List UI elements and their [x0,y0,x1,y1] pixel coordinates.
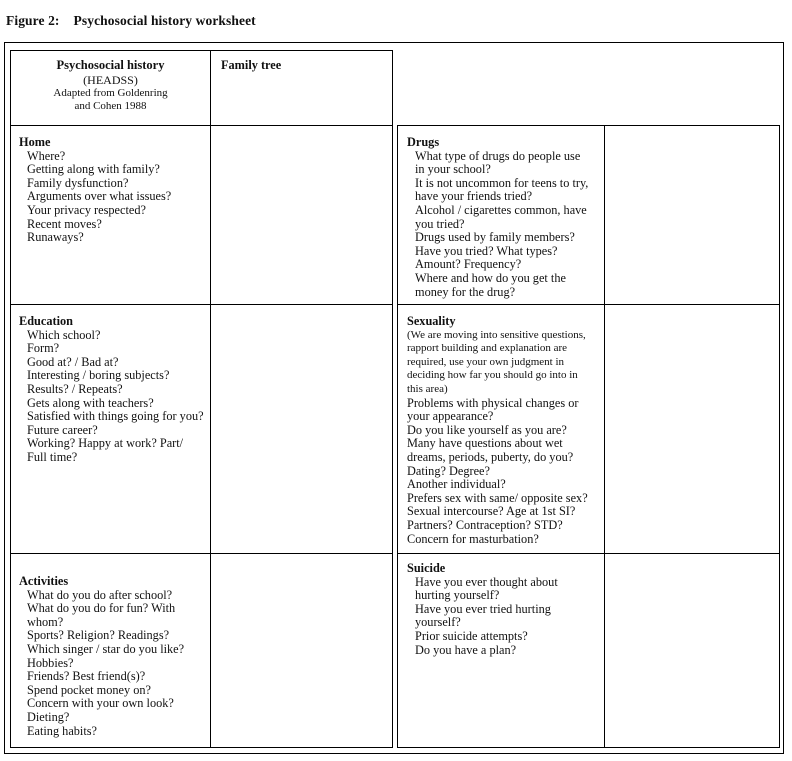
drugs-answer-cell [604,125,780,305]
activities-questions [19,589,210,739]
sexuality-answer-cell [604,304,780,554]
question-line: in your school? [415,162,491,177]
question-line: Where? [27,148,66,163]
question-line: Drugs used by family members? [415,230,575,245]
question-line: Do you have a plan? [415,642,517,657]
question-line: Good at? / Bad at? [27,354,119,369]
home-cell [10,125,211,305]
question-line: Many have questions about wet [407,436,563,451]
drugs-questions [407,150,604,300]
question-line: Prefers sex with same/ opposite sex? [407,490,588,505]
family-tree-label: Family tree [221,58,282,72]
question-line: Which singer / star do you like? [27,641,185,656]
note-line: required, use your own judgment in [407,355,565,368]
note-line: rapport building and explanation are [407,342,568,355]
question-line: Dating? Degree? [407,463,490,478]
question-line: Family dysfunction? [27,175,129,190]
question-line: dreams, periods, puberty, do you? [407,449,574,464]
activities-answer-cell [210,553,393,748]
question-line: Have you tried? What types? [415,243,558,258]
sexuality-note [407,329,604,397]
header-adapted-2: and Cohen 1988 [74,99,147,112]
education-answer-cell [210,304,393,554]
question-line: have your friends tried? [415,189,533,204]
education-questions [19,329,210,465]
home-questions [19,150,210,245]
question-line: you tried? [415,216,465,231]
question-line: Arguments over what issues? [27,189,172,204]
note-line: deciding how far you should go into in [407,369,578,382]
question-line: Which school? [27,327,101,342]
activities-title: Activities [19,574,69,588]
drugs-title: Drugs [407,135,440,149]
home-title: Home [19,135,51,149]
question-line: Future career? [27,422,98,437]
question-line: Concern with your own look? [27,696,174,711]
home-answer-cell [210,125,393,305]
question-line: Hobbies? [27,655,74,670]
activities-cell [10,553,211,748]
question-line: Sexual intercourse? Age at 1st SI? [407,504,576,519]
question-line: Sports? Religion? Readings? [27,628,170,643]
question-line: Spend pocket money on? [27,682,151,697]
suicide-cell [397,553,605,748]
figure-title: Psychosocial history worksheet [73,13,256,28]
question-line: hurting yourself? [415,588,500,603]
sexuality-title: Sexuality [407,314,456,328]
sexuality-questions [407,397,604,547]
question-line: Interesting / boring subjects? [27,368,170,383]
question-line: Concern for masturbation? [407,531,539,546]
header-subtitle: (HEADSS) [83,73,138,87]
education-title: Education [19,314,73,328]
question-line: whom? [27,614,64,629]
suicide-title: Suicide [407,561,446,575]
question-line: Results? / Repeats? [27,381,123,396]
question-line: Getting along with family? [27,162,160,177]
drugs-cell [397,125,605,305]
question-line: It is not uncommon for teens to try, [415,175,589,190]
question-line: Have you ever thought about [415,574,558,589]
note-line: (We are moving into sensitive questions, [407,328,586,341]
family-tree-cell [210,50,393,126]
header-title: Psychosocial history [56,58,165,72]
question-line: Dieting? [27,709,70,724]
question-line: Partners? Contraception? STD? [407,517,563,532]
question-line: Satisfied with things going for you? [27,409,204,424]
question-line: Alcohol / cigarettes common, have [415,202,587,217]
question-line: Prior suicide attempts? [415,628,528,643]
question-line: yourself? [415,615,461,630]
question-line: money for the drug? [415,284,516,299]
figure-label: Figure 2: [6,13,60,28]
sexuality-cell [397,304,605,554]
header-adapted-1: Adapted from Goldenring [53,87,168,99]
question-line: Recent moves? [27,216,102,231]
figure-caption [6,13,256,29]
question-line: Have you ever tried hurting [415,601,551,616]
question-line: Full time? [27,449,78,464]
question-line: Where and how do you get the [415,270,566,285]
question-line: Working? Happy at work? Part/ [27,436,184,451]
note-line: this area) [407,382,448,395]
suicide-answer-cell [604,553,780,748]
question-line: Amount? Frequency? [415,257,522,272]
question-line: Do you like yourself as you are? [407,422,567,437]
question-line: Friends? Best friend(s)? [27,669,146,684]
question-line: Another individual? [407,477,506,492]
question-line: Eating habits? [27,723,98,738]
question-line: your appearance? [407,409,494,424]
question-line: Runaways? [27,230,84,245]
question-line: Gets along with teachers? [27,395,154,410]
question-line: Form? [27,341,60,356]
question-line: What do you do after school? [27,587,173,602]
question-line: Problems with physical changes or [407,395,579,410]
question-line: What do you do for fun? With [27,601,176,616]
question-line: Your privacy respected? [27,202,146,217]
education-cell [10,304,211,554]
header-cell [10,50,211,126]
suicide-questions [407,576,604,658]
question-line: What type of drugs do people use [415,148,581,163]
